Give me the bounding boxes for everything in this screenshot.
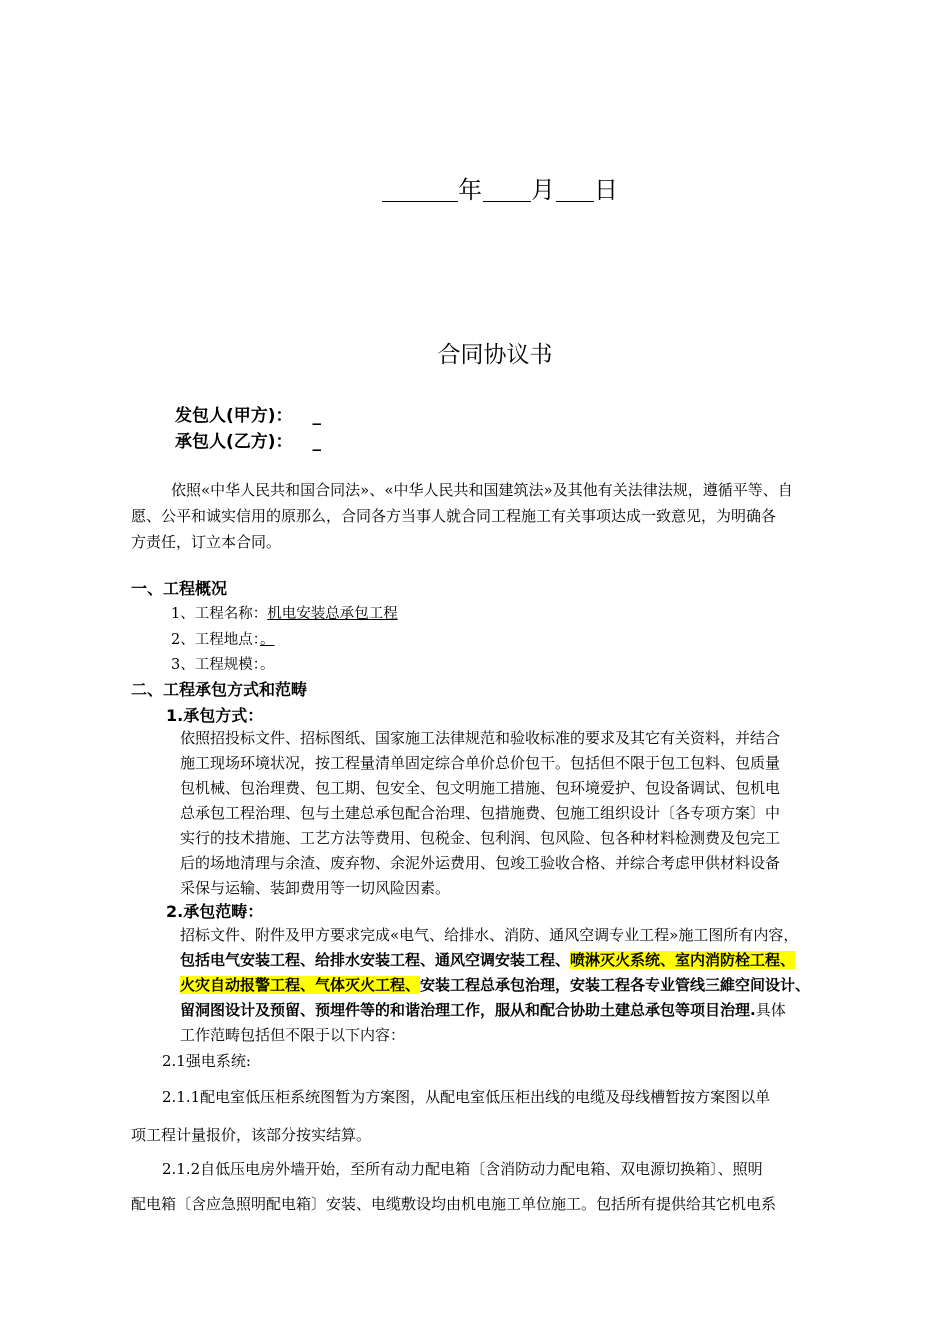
contract-method-line-6: 后的场地清理与余渣、废弃物、余泥外运费用、包竣工验收合格、并综合考虑甲供材料设备 <box>180 854 781 872</box>
month-label: 月 <box>531 176 556 204</box>
strong-current-heading: 2.1强电系统: <box>162 1052 251 1070</box>
year-blank <box>382 179 458 202</box>
month-blank <box>483 179 531 202</box>
contract-method-line-4: 总承包工程治理、包与土建总承包配合治理、包措施费、包施工组织设计〔各专项方案〕中 <box>180 804 781 822</box>
contract-scope-line-5: 工作范畴包括但不限于以下内容： <box>180 1026 406 1044</box>
contract-method-line-7: 采保与运输、装卸费用等一切风险因素。 <box>180 879 451 897</box>
intro-line-2: 愿、公平和诚实信用的原那么，合同各方当事人就合同工程施工有关事项达成一致意见，为明确各 <box>131 507 777 525</box>
scope-bold-text: 安装工程总承包治理，安装工程各专业管线三維空间设计、 <box>420 976 811 994</box>
employer-value: _ <box>312 406 321 426</box>
contractor-label: 承包人(乙方)： <box>175 432 293 452</box>
scope-bold-text: 包括电气安装工程、给排水安装工程、通风空调安装工程、 <box>180 951 571 969</box>
project-location-value: 。 <box>259 632 275 648</box>
project-name-value: 机电安装总承包工程 <box>267 606 398 622</box>
contract-scope-line-2 <box>180 947 795 973</box>
scope-bold-text: 留洞图设计及预留、预埋件等的和谐治理工作，服从和配合协助土建总承包等项目治理. <box>180 1001 756 1019</box>
contract-method-line-5: 实行的技术措施、工艺方法等费用、包税金、包利润、包风险、包各种材料检测费及包完工 <box>180 829 781 847</box>
document-title: 合同协议书 <box>437 342 553 368</box>
contract-method-line-3: 包机械、包治理费、包工期、包安全、包文明施工措施、包环境爱护、包设备调试、包机电 <box>180 779 781 797</box>
scope-plain-text: 具体 <box>755 1001 786 1019</box>
contractor-line <box>175 427 321 452</box>
contract-scope-line-1: 招标文件、附件及甲方要求完成«电气、给排水、消防、通风空调专业工程»施工图所有内容， <box>180 926 799 944</box>
project-name-label: 1、工程名称： <box>171 606 268 622</box>
clause-2-1-1-line-2: 项工程计量报价，该部分按实结算。 <box>131 1126 372 1144</box>
project-name-line <box>171 602 414 623</box>
contractor-value: _ <box>312 432 321 452</box>
scope-highlight-text: 火灾自动报警工程、气体灭火工程、 <box>180 976 421 994</box>
project-location-label: 2、工程地点： <box>171 632 260 648</box>
intro-line-3: 方责任，订立本合同。 <box>131 533 282 551</box>
clause-2-1-2-line-1: 2.1.2自低压电房外墙开始，至所有动力配电箱〔含消防动力配电箱、双电源切换箱〕、照明 <box>162 1160 763 1178</box>
scope-highlight-text: 喷淋灭火系统、室内消防栓工程、 <box>570 951 796 969</box>
intro-line-1: 依照«中华人民共和国合同法»、«中华人民共和国建筑法»及其他有关法律法规，遵循平等、自 <box>171 481 793 499</box>
employer-line <box>175 401 321 426</box>
clause-2-1-1-line-1: 2.1.1配电室低压柜系统图暂为方案图，从配电室低压柜出线的电缆及母线槽暂按方案图以单 <box>162 1088 771 1106</box>
contract-scope-line-3 <box>180 972 810 998</box>
section2-heading: 二、工程承包方式和范畴 <box>131 680 308 699</box>
contract-method-line-2: 施工现场环境状况，按工程量清单固定综合单价总价包干。包括但不限于包工包料、包质量 <box>180 754 781 772</box>
day-blank <box>556 179 594 202</box>
section1-heading: 一、工程概况 <box>131 579 228 598</box>
employer-label: 发包人(甲方)： <box>175 406 293 426</box>
year-label: 年 <box>458 176 483 204</box>
contract-scope-heading: 2.承包范畴： <box>166 902 264 921</box>
day-label: 日 <box>594 176 619 204</box>
contract-method-line-1: 依照招投标文件、招标图纸、国家施工法律规范和验收标准的要求及其它有关资料，并结合 <box>180 729 781 747</box>
contract-scope-line-4 <box>180 997 786 1023</box>
contract-method-heading: 1.承包方式： <box>166 706 264 725</box>
clause-2-1-2-line-2: 配电箱〔含应急照明配电箱〕安装、电缆敷设均由机电施工单位施工。包括所有提供给其它机电系 <box>131 1195 777 1213</box>
date-line <box>382 170 619 205</box>
project-location-line <box>171 628 282 649</box>
project-scale-line: 3、工程规模：。 <box>171 657 275 673</box>
